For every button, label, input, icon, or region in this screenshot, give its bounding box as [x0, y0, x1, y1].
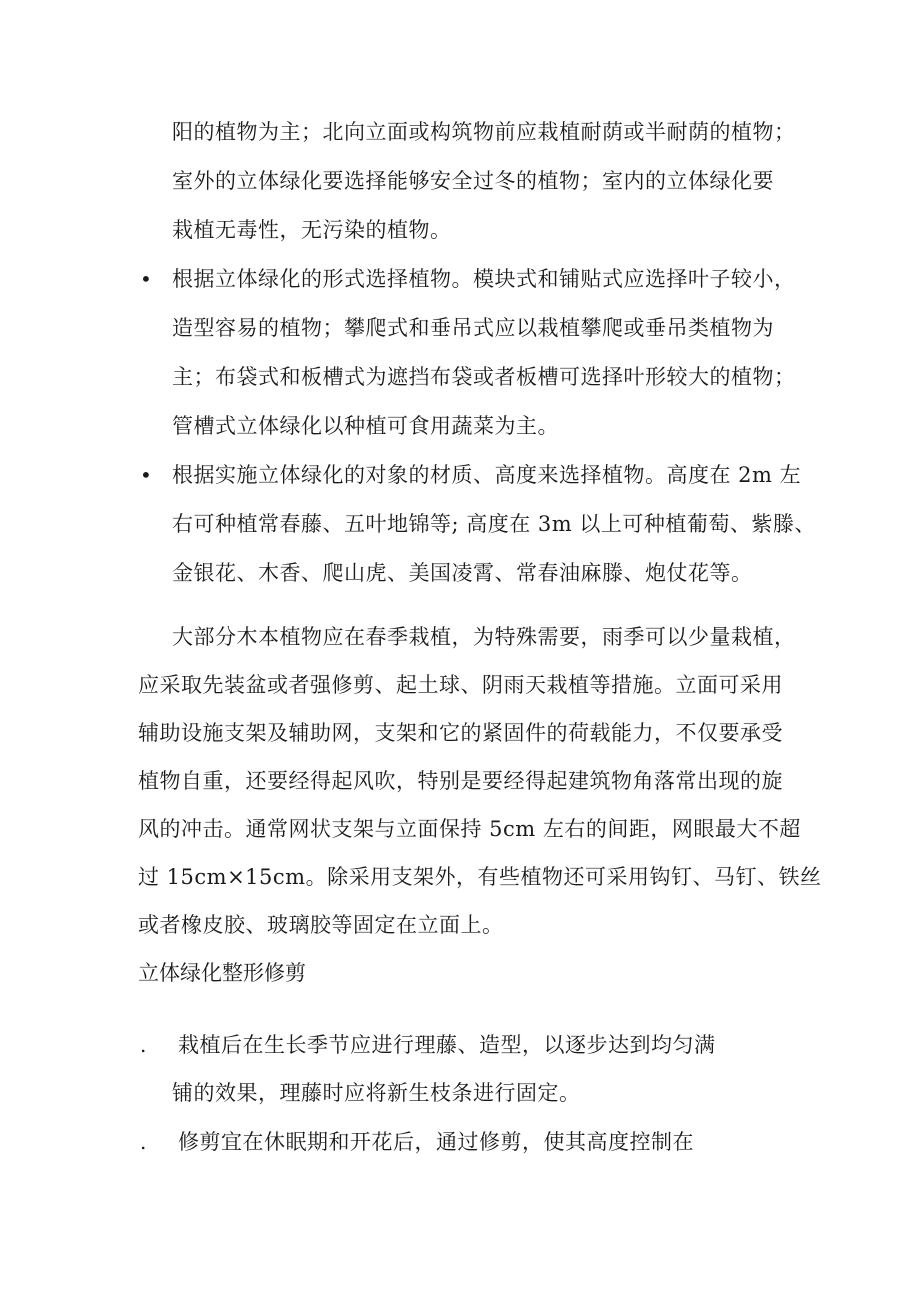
- paragraph-line: 或者橡皮胶、玻璃胶等固定在立面上。: [138, 913, 504, 937]
- paragraph-line: 大部分木本植物应在春季栽植，为特殊需要，雨季可以少量栽植，: [172, 625, 796, 649]
- paragraph-line: 辅助设施支架及辅助网，支架和它的紧固件的荷载能力，不仅要承受: [138, 721, 783, 745]
- step-marker: .: [140, 1130, 147, 1154]
- bullet-line: 根据立体绿化的形式选择植物。模块式和铺贴式应选择叶子较小，: [172, 267, 796, 291]
- step-line: 栽植后在生长季节应进行理藤、造型，以逐步达到均匀满: [178, 1033, 716, 1057]
- bullet-marker: •: [140, 463, 152, 487]
- bullet-marker: •: [140, 267, 152, 291]
- paragraph-line: 应采取先装盆或者强修剪、起土球、阴雨天栽植等措施。立面可采用: [138, 673, 783, 697]
- intro-line: 室外的立体绿化要选择能够安全过冬的植物；室内的立体绿化要: [172, 169, 774, 193]
- bullet-line: 造型容易的植物；攀爬式和垂吊式应以栽植攀爬或垂吊类植物为: [172, 316, 774, 340]
- step-line: 修剪宜在休眠期和开花后，通过修剪，使其高度控制在: [178, 1130, 694, 1154]
- bullet-line: 根据实施立体绿化的对象的材质、高度来选择植物。高度在 2m 左: [172, 463, 802, 487]
- bullet-line: 右可种植常春藤、五叶地锦等; 高度在 3m 以上可种植葡萄、紫滕、: [172, 512, 816, 536]
- intro-line: 栽植无毒性，无污染的植物。: [172, 218, 452, 242]
- section-title: 立体绿化整形修剪: [138, 961, 306, 985]
- step-line: 铺的效果，理藤时应将新生枝条进行固定。: [172, 1081, 581, 1105]
- paragraph-line: 风的冲击。通常网状支架与立面保持 5cm 左右的间距，网眼最大不超: [138, 817, 801, 841]
- paragraph-line: 过 15cm×15cm。除采用支架外，有些植物还可采用钩钉、马钉、铁丝: [138, 865, 822, 889]
- bullet-line: 金银花、木香、爬山虎、美国凌霄、常春油麻滕、炮仗花等。: [172, 561, 753, 585]
- paragraph-line: 植物自重，还要经得起风吹，特别是要经得起建筑物角落常出现的旋: [138, 769, 783, 793]
- bullet-line: 主；布袋式和板槽式为遮挡布袋或者板槽可选择叶形较大的植物；: [172, 365, 796, 389]
- bullet-line: 管槽式立体绿化以种植可食用蔬菜为主。: [172, 414, 559, 438]
- intro-line: 阳的植物为主；北向立面或构筑物前应栽植耐荫或半耐荫的植物；: [172, 120, 796, 144]
- step-marker: .: [140, 1033, 147, 1057]
